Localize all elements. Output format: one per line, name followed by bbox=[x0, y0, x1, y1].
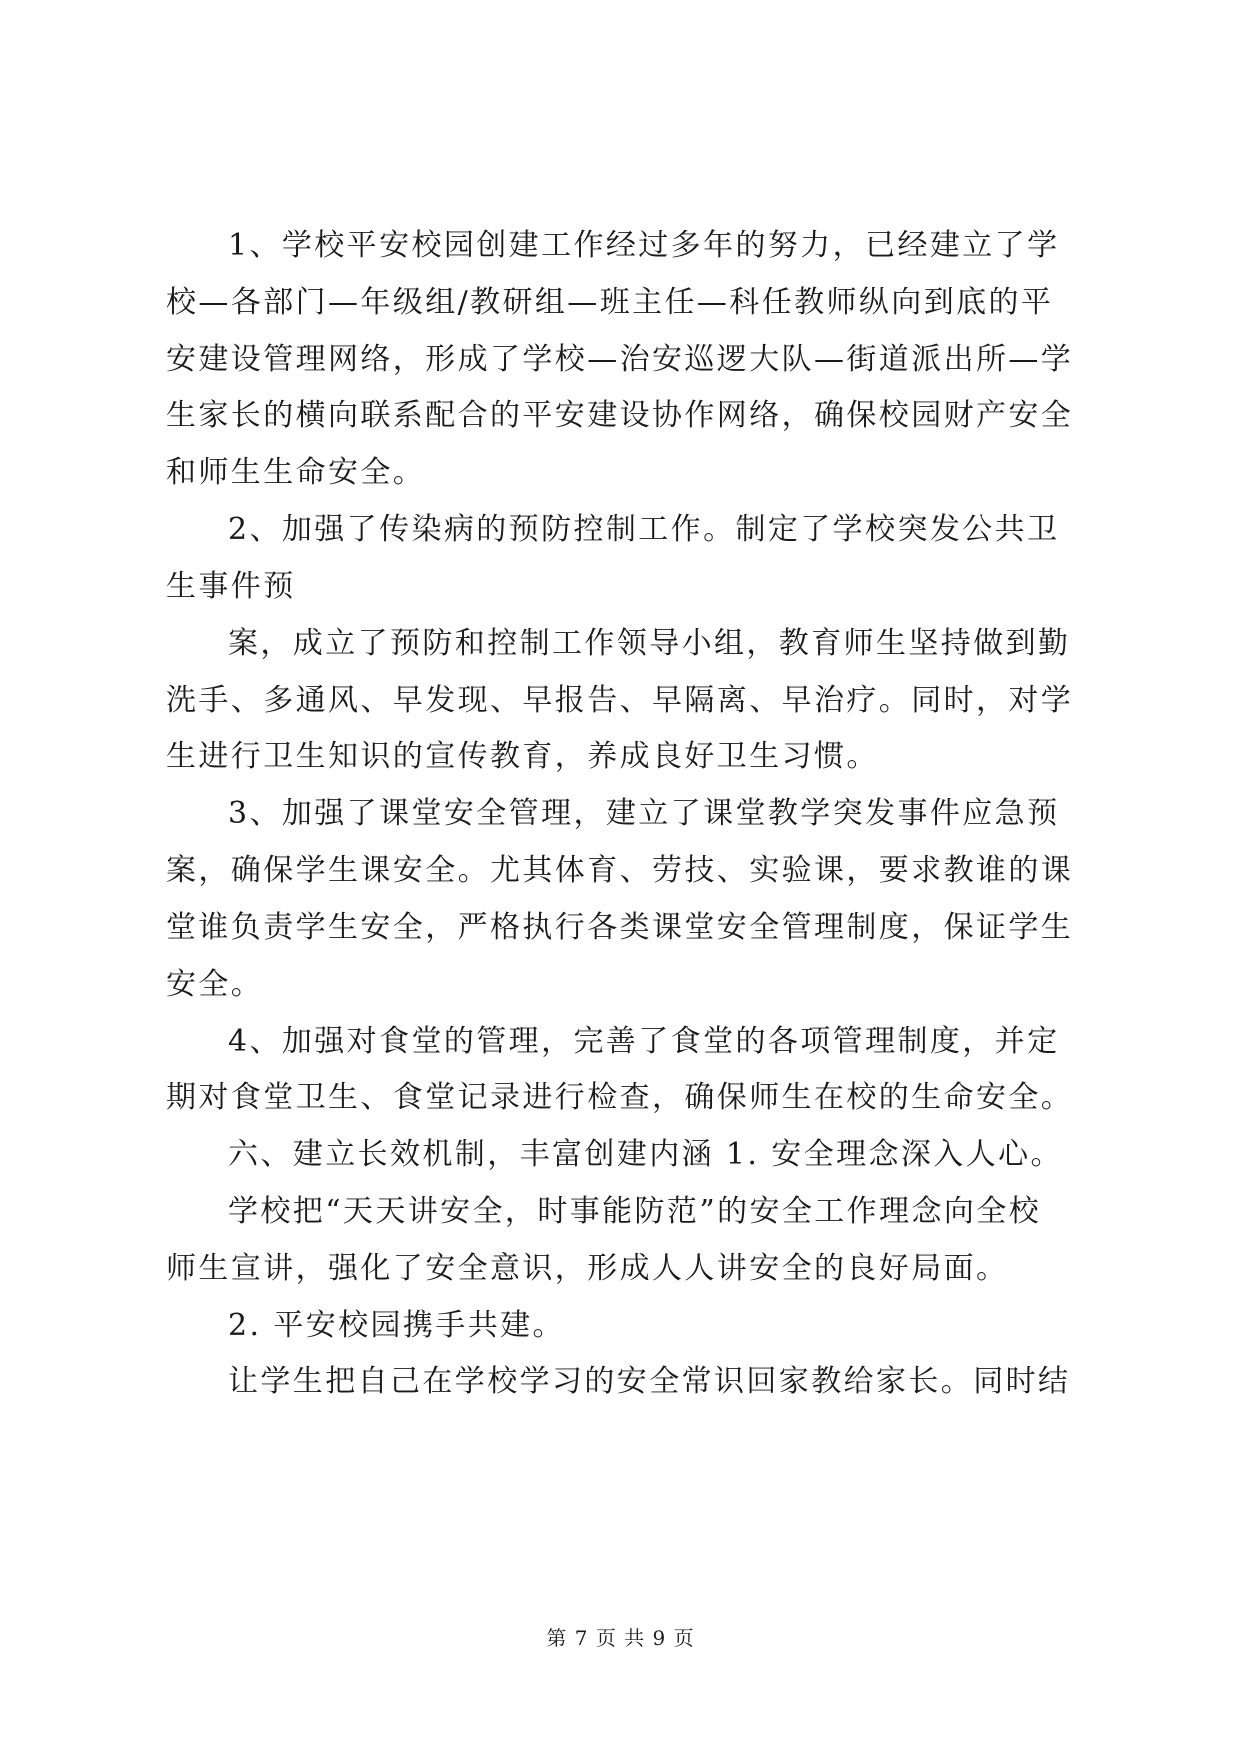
text-line: 2. 平安校园携手共建。 bbox=[228, 1308, 565, 1343]
text-line: 安建设管理网络，形成了学校—治安巡逻大队—街道派出所—学 bbox=[166, 342, 1074, 377]
text-line: 洗手、多通风、早发现、早报告、早隔离、早治疗。同时，对学 bbox=[166, 683, 1074, 718]
text-line: 1、学校平安校园创建工作经过多年的努力，已经建立了学 bbox=[228, 228, 1060, 263]
text-line: 学校把“天天讲安全，时事能防范”的安全工作理念向全校 bbox=[228, 1194, 1042, 1229]
text-line: 3、加强了课堂安全管理，建立了课堂教学突发事件应急预 bbox=[228, 796, 1060, 831]
text-line: 2、加强了传染病的预防控制工作。制定了学校突发公共卫 bbox=[228, 512, 1060, 547]
text-line: 让学生把自己在学校学习的安全常识回家教给家长。同时结 bbox=[228, 1364, 1071, 1399]
page-number-footer: 第 7 页 共 9 页 bbox=[546, 1626, 695, 1650]
text-line: 师生宣讲，强化了安全意识，形成人人讲安全的良好局面。 bbox=[166, 1251, 1009, 1286]
text-line: 堂谁负责学生安全，严格执行各类课堂安全管理制度，保证学生 bbox=[166, 910, 1074, 945]
text-line: 生进行卫生知识的宣传教育，养成良好卫生习惯。 bbox=[166, 739, 879, 774]
text-line: 期对食堂卫生、食堂记录进行检查，确保师生在校的生命安全。 bbox=[166, 1080, 1074, 1115]
text-line: 和师生生命安全。 bbox=[166, 455, 426, 490]
text-line: 六、建立长效机制，丰富创建内涵 1. 安全理念深入人心。 bbox=[228, 1137, 1063, 1172]
text-line: 生家长的横向联系配合的平安建设协作网络，确保校园财产安全 bbox=[166, 398, 1074, 433]
text-line: 案，确保学生课安全。尤其体育、劳技、实验课，要求教谁的课 bbox=[166, 853, 1074, 888]
text-line: 生事件预 bbox=[166, 569, 296, 604]
text-line: 案，成立了预防和控制工作领导小组，教育师生坚持做到勤 bbox=[228, 626, 1071, 661]
text-line: 安全。 bbox=[166, 967, 264, 1002]
text-line: 4、加强对食堂的管理，完善了食堂的各项管理制度，并定 bbox=[228, 1024, 1060, 1059]
text-line: 校—各部门—年级组/教研组—班主任—科任教师纵向到底的平 bbox=[166, 285, 1054, 320]
